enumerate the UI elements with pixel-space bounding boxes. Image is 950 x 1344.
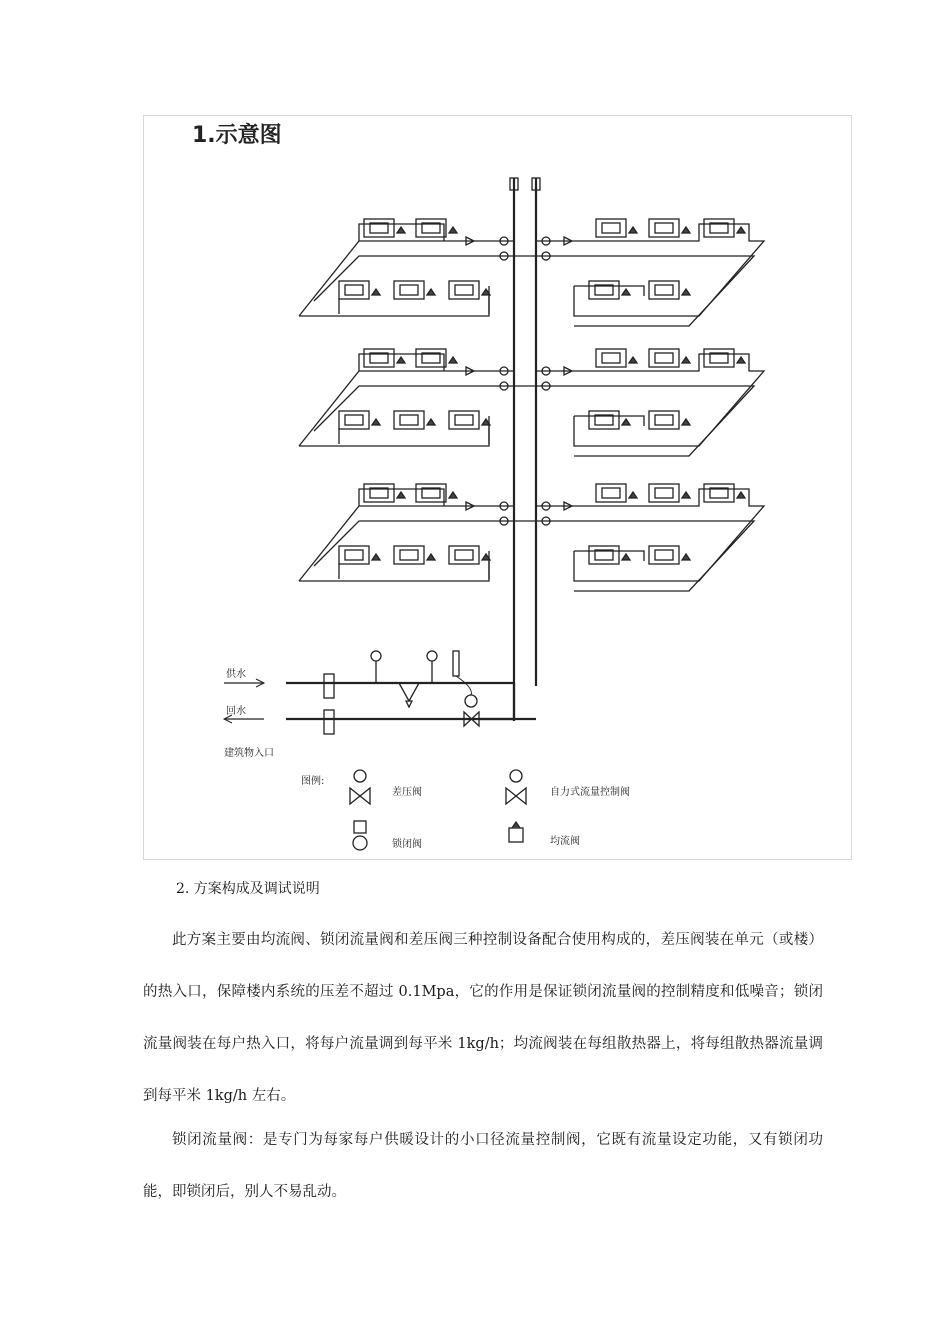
floor-1-right-radiator-2-inner	[655, 223, 673, 233]
supply-label: 供水	[226, 669, 246, 680]
floor-3-right-radiator-5	[649, 546, 679, 564]
floor-2-right-supply-branch	[536, 354, 764, 446]
floor-3-left-radiator-5	[449, 546, 479, 564]
return-label: 回水	[226, 706, 246, 717]
legend-locking-valve-icon	[353, 836, 367, 850]
pressure-gauge-1-icon	[371, 651, 381, 661]
floor-3-right-radiator-1-inner	[602, 488, 620, 498]
floor-1-right-radiator-1	[596, 219, 626, 237]
floor-3-right-radiator-5-inner	[655, 550, 673, 560]
thermometer-icon	[453, 651, 459, 676]
floor-1-left-radiator-3-inner	[345, 285, 363, 295]
floor-2-left-radiator-3-inner	[345, 415, 363, 425]
floor-2-right-radiator-3-valve-icon	[737, 357, 745, 363]
floor-1-right-radiator-3-valve-icon	[737, 227, 745, 233]
floor-3-right-radiator-4-valve-icon	[622, 554, 630, 560]
figure-title: 1.示意图	[192, 123, 282, 148]
supply-filter-icon	[324, 674, 334, 698]
floor-2-left-radiator-5	[449, 411, 479, 429]
floor-1-right-radiator-5-inner	[655, 285, 673, 295]
legend-diff-pressure-valve-icon	[350, 788, 370, 804]
floor-2-right-radiator-5-valve-icon	[682, 419, 690, 425]
floor-2-left-radiator-5-inner	[455, 415, 473, 425]
floor-1-right-radiator-2	[649, 219, 679, 237]
floor-3-left-supply-branch	[299, 506, 514, 581]
floor-2-left-radiator-2-valve-icon	[449, 357, 457, 363]
floor-2-left-radiator-4-inner	[400, 415, 418, 425]
floor-2-right-radiator-4-valve-icon	[622, 419, 630, 425]
floor-3-left-radiator-4	[394, 546, 424, 564]
return-filter-icon	[324, 710, 334, 734]
floor-1-left-return-branch	[314, 256, 536, 301]
floor-1-left-radiator-3-valve-icon	[372, 289, 380, 295]
floor-2-right-radiator-2	[649, 349, 679, 367]
entrance-connection	[479, 683, 514, 719]
floor-3-right-radiator-1-valve-icon	[629, 492, 637, 498]
floor-1-left-radiator-1-valve-icon	[397, 227, 405, 233]
floor-3-right-radiator-4	[589, 546, 619, 564]
floor-3-left-radiator-5-inner	[455, 550, 473, 560]
floor-2-left-radiator-3-valve-icon	[372, 419, 380, 425]
floor-1-left-radiator-5	[449, 281, 479, 299]
floor-1-right-radiator-1-valve-icon	[629, 227, 637, 233]
floor-2-right-radiator-4	[589, 411, 619, 429]
floor-3-left-radiator-1-valve-icon	[397, 492, 405, 498]
schematic-figure	[143, 115, 852, 860]
floor-3-right-radiator-2-valve-icon	[682, 492, 690, 498]
floor-3-left-radiator-2-valve-icon	[449, 492, 457, 498]
floor-3-left-radiator-2	[416, 484, 446, 502]
floor-2-left-radiator-4	[394, 411, 424, 429]
floor-1-left-radiator-4-inner	[400, 285, 418, 295]
floor-2-right-radiator-2-valve-icon	[682, 357, 690, 363]
floor-3-right-supply-branch	[536, 489, 764, 581]
floor-3-right-radiator-5-valve-icon	[682, 554, 690, 560]
floor-3-right-radiator-1	[596, 484, 626, 502]
building-entrance-label: 建筑物入口	[224, 748, 274, 759]
floor-2-left-radiator-2	[416, 349, 446, 367]
floor-1-right-radiator-3	[704, 219, 734, 237]
legend-diff-pressure-valve-label: 差压阀	[392, 787, 422, 798]
section-heading: 2. 方案构成及调试说明	[176, 881, 320, 897]
floor-1-left-radiator-2	[416, 219, 446, 237]
floor-2-right-radiator-1-valve-icon	[629, 357, 637, 363]
floor-2-right-radiator-2-inner	[655, 353, 673, 363]
floor-3-left-radiator-3-inner	[345, 550, 363, 560]
legend-locking-valve-top-icon	[354, 821, 366, 833]
floor-1-left-supply-branch	[299, 241, 514, 316]
floor-3-left-return-branch	[314, 521, 536, 566]
floor-1-right-radiator-4-valve-icon	[622, 289, 630, 295]
floor-1-left-radiator-2-valve-icon	[449, 227, 457, 233]
entrance-impulse-line	[456, 676, 471, 695]
legend-balancing-valve-cap-icon	[512, 822, 520, 828]
floor-1-right-supply-branch	[536, 224, 764, 316]
floor-1-right-radiator-5-valve-icon	[682, 289, 690, 295]
strainer-icon	[399, 683, 419, 707]
floor-3-left-radiator-3	[339, 546, 369, 564]
floor-3-right-radiator-3-valve-icon	[737, 492, 745, 498]
floor-3-right-radiator-3	[704, 484, 734, 502]
pressure-gauge-2-icon	[427, 651, 437, 661]
floor-1-left-radiator-3	[339, 281, 369, 299]
floor-2-right-radiator-5-inner	[655, 415, 673, 425]
floor-2-right-radiator-1-inner	[602, 353, 620, 363]
entrance-diff-valve-head-icon	[465, 695, 477, 707]
legend-self-operated-flow-valve-head-icon	[510, 770, 522, 782]
floor-1-left-radiator-1	[364, 219, 394, 237]
legend-diff-pressure-valve-head-icon	[354, 770, 366, 782]
floor-1-left-radiator-4	[394, 281, 424, 299]
floor-2-right-radiator-3	[704, 349, 734, 367]
legend-prefix: 图例:	[301, 776, 325, 787]
floor-2-right-radiator-1	[596, 349, 626, 367]
floor-1-right-radiator-4	[589, 281, 619, 299]
floor-1-left-radiator-5-inner	[455, 285, 473, 295]
floor-2-left-return-branch	[314, 386, 536, 431]
legend-balancing-valve-icon	[509, 828, 523, 842]
floor-2-left-radiator-1	[364, 349, 394, 367]
floor-1-right-radiator-1-inner	[602, 223, 620, 233]
floor-2-right-radiator-5	[649, 411, 679, 429]
legend-self-operated-flow-valve-icon	[506, 788, 526, 804]
floor-1-right-radiator-5	[649, 281, 679, 299]
floor-3-left-radiator-4-valve-icon	[427, 554, 435, 560]
floor-3-right-radiator-2-inner	[655, 488, 673, 498]
floor-1-right-radiator-2-valve-icon	[682, 227, 690, 233]
floor-2-left-radiator-4-valve-icon	[427, 419, 435, 425]
floor-2-left-radiator-3	[339, 411, 369, 429]
legend-locking-valve-label: 锁闭阀	[392, 839, 422, 850]
floor-3-left-radiator-4-inner	[400, 550, 418, 560]
floor-3-right-radiator-2	[649, 484, 679, 502]
paragraph-scheme: 此方案主要由均流阀、锁闭流量阀和差压阀三种控制设备配合使用构成的，差压阀装在单元（或楼）的热入口，保障楼内系统的压差不超过 0.1Mpa，它的作用是保证锁闭流量阀的控制精度和低噪音；锁闭流量阀装在每户热入口，将每户流量调到每平米 1kg/h；均流阀装在每组散热器上，将每组散热器流量调到每平米 1kg/h 左右。	[143, 932, 823, 1104]
floor-3-left-radiator-3-valve-icon	[372, 554, 380, 560]
floor-3-left-radiator-1	[364, 484, 394, 502]
legend-self-operated-flow-valve-label: 自力式流量控制阀	[550, 787, 630, 798]
floor-2-left-radiator-1-valve-icon	[397, 357, 405, 363]
floor-1-left-radiator-4-valve-icon	[427, 289, 435, 295]
legend-balancing-valve-label: 均流阀	[550, 836, 580, 847]
paragraph-locking-valve: 锁闭流量阀：是专门为每家每户供暖设计的小口径流量控制阀，它既有流量设定功能，又有锁闭功能，即锁闭后，别人不易乱动。	[143, 1132, 823, 1200]
floor-2-left-supply-branch	[299, 371, 514, 446]
